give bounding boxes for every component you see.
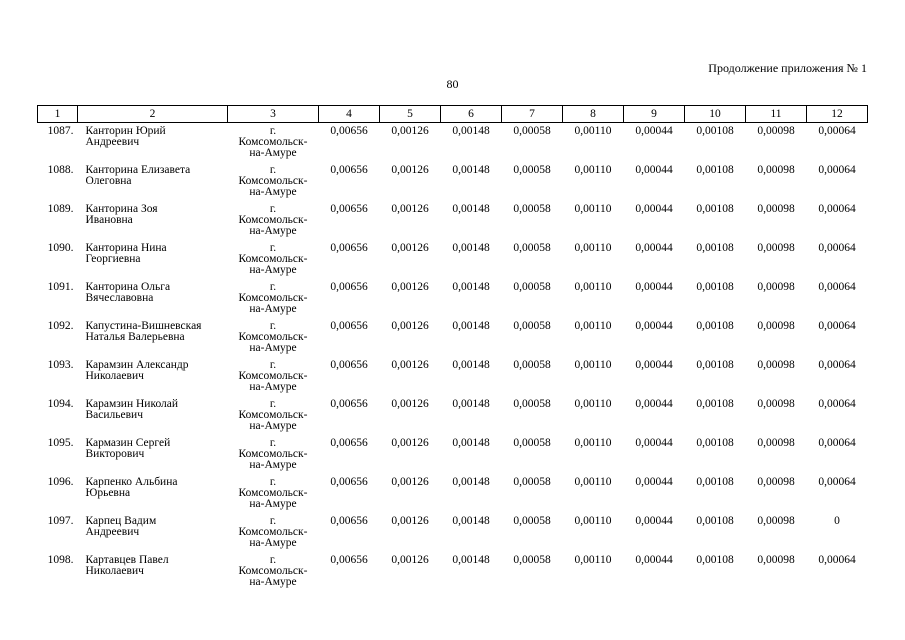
value-col-5: 0,00126 xyxy=(391,476,429,488)
city-line: на-Амуре xyxy=(249,186,297,198)
city xyxy=(228,204,319,243)
column-header-12: 12 xyxy=(807,106,868,123)
column-header-1: 1 xyxy=(38,106,78,123)
value-col-8: 0,00110 xyxy=(574,398,612,410)
value-col-7: 0,00058 xyxy=(513,554,551,566)
city-line: Комсомольск- xyxy=(238,214,308,226)
value-col-9: 0,00044 xyxy=(635,125,673,137)
person-name-line: Николаевич xyxy=(85,370,144,382)
value-col-8: 0,00110 xyxy=(574,242,612,254)
value-col-10: 0,00108 xyxy=(696,242,734,254)
value-col-7: 0,00058 xyxy=(513,359,551,371)
person-name-line: Ивановна xyxy=(85,214,133,226)
person-name xyxy=(78,516,228,555)
city-line: на-Амуре xyxy=(249,498,297,510)
value-col-9: 0,00044 xyxy=(635,164,673,176)
value-col-7: 0,00058 xyxy=(513,320,551,332)
person-name-line: Вячеславовна xyxy=(85,292,154,304)
city-line: г. xyxy=(269,164,277,176)
value-col-6: 0,00148 xyxy=(452,281,490,293)
value-col-8: 0,00110 xyxy=(574,437,612,449)
value-col-5: 0,00126 xyxy=(391,242,429,254)
value-col-10: 0,00108 xyxy=(696,515,734,527)
table-row xyxy=(38,477,868,516)
value-col-11: 0,00098 xyxy=(757,242,795,254)
city-line: г. xyxy=(269,359,277,371)
person-name-line: Канторина Елизавета xyxy=(85,164,191,176)
city-line: на-Амуре xyxy=(249,537,297,549)
value-col-5: 0,00126 xyxy=(391,515,429,527)
table-row xyxy=(38,204,868,243)
city-line: г. xyxy=(269,125,277,137)
city-line: Комсомольск- xyxy=(238,526,308,538)
value-col-12: 0,00064 xyxy=(818,242,856,254)
column-header-4: 4 xyxy=(319,106,380,123)
value-col-10: 0,00108 xyxy=(696,554,734,566)
value-col-12: 0,00064 xyxy=(818,281,856,293)
value-col-4: 0,00656 xyxy=(330,242,368,254)
person-name-line: Кармазин Сергей xyxy=(85,437,171,449)
row-number: 1098. xyxy=(47,554,74,566)
value-col-10: 0,00108 xyxy=(696,203,734,215)
value-col-9: 0,00044 xyxy=(635,203,673,215)
person-name-line: Канторина Зоя xyxy=(85,203,158,215)
value-col-6: 0,00148 xyxy=(452,125,490,137)
city-line: Комсомольск- xyxy=(238,565,308,577)
value-col-9: 0,00044 xyxy=(635,437,673,449)
city-line: Комсомольск- xyxy=(238,487,308,499)
value-col-7: 0,00058 xyxy=(513,125,551,137)
column-header-2: 2 xyxy=(78,106,228,123)
value-col-8: 0,00110 xyxy=(574,125,612,137)
person-name xyxy=(78,123,228,166)
city xyxy=(228,165,319,204)
column-header-11: 11 xyxy=(746,106,807,123)
table-row xyxy=(38,516,868,555)
value-col-5: 0,00126 xyxy=(391,437,429,449)
person-name xyxy=(78,282,228,321)
person-name xyxy=(78,438,228,477)
person-name xyxy=(78,477,228,516)
value-col-5: 0,00126 xyxy=(391,164,429,176)
person-name-line: Канторина Нина xyxy=(85,242,167,254)
value-col-6: 0,00148 xyxy=(452,203,490,215)
value-col-12: 0,00064 xyxy=(818,398,856,410)
person-name-line: Викторович xyxy=(85,448,145,460)
value-col-9: 0,00044 xyxy=(635,359,673,371)
table-row xyxy=(38,165,868,204)
city-line: г. xyxy=(269,476,277,488)
city-line: г. xyxy=(269,554,277,566)
city xyxy=(228,243,319,282)
value-col-11: 0,00098 xyxy=(757,554,795,566)
value-col-6: 0,00148 xyxy=(452,359,490,371)
row-number: 1095. xyxy=(47,437,74,449)
column-header-8: 8 xyxy=(563,106,624,123)
table-row xyxy=(38,321,868,360)
person-name-line: Андреевич xyxy=(85,136,140,148)
value-col-12: 0,00064 xyxy=(818,359,856,371)
person-name-line: Карамзин Николай xyxy=(85,398,179,410)
row-number: 1091. xyxy=(47,281,74,293)
city-line: на-Амуре xyxy=(249,225,297,237)
value-col-8: 0,00110 xyxy=(574,476,612,488)
person-name-line: Капустина-Вишневская xyxy=(85,320,202,332)
data-table xyxy=(37,105,868,594)
city-line: Комсомольск- xyxy=(238,253,308,265)
value-col-9: 0,00044 xyxy=(635,515,673,527)
value-col-6: 0,00148 xyxy=(452,398,490,410)
city xyxy=(228,360,319,399)
value-col-8: 0,00110 xyxy=(574,203,612,215)
table-row xyxy=(38,243,868,282)
person-name-line: Карпец Вадим xyxy=(85,515,157,527)
city xyxy=(228,123,319,166)
column-header-5: 5 xyxy=(380,106,441,123)
value-col-4: 0,00656 xyxy=(330,281,368,293)
value-col-10: 0,00108 xyxy=(696,476,734,488)
value-col-12: 0,00064 xyxy=(818,164,856,176)
table-row xyxy=(38,360,868,399)
value-col-10: 0,00108 xyxy=(696,398,734,410)
row-number: 1097. xyxy=(47,515,74,527)
person-name-line: Николаевич xyxy=(85,565,144,577)
table-row xyxy=(38,282,868,321)
value-col-6: 0,00148 xyxy=(452,437,490,449)
value-col-6: 0,00148 xyxy=(452,515,490,527)
city xyxy=(228,399,319,438)
value-col-5: 0,00126 xyxy=(391,125,429,137)
row-number: 1087. xyxy=(47,125,74,137)
city xyxy=(228,438,319,477)
city-line: на-Амуре xyxy=(249,576,297,588)
city-line: на-Амуре xyxy=(249,303,297,315)
value-col-9: 0,00044 xyxy=(635,281,673,293)
value-col-9: 0,00044 xyxy=(635,398,673,410)
value-col-8: 0,00110 xyxy=(574,359,612,371)
city xyxy=(228,555,319,594)
value-col-10: 0,00108 xyxy=(696,437,734,449)
value-col-4: 0,00656 xyxy=(330,164,368,176)
city-line: г. xyxy=(269,281,277,293)
city-line: Комсомольск- xyxy=(238,331,308,343)
person-name xyxy=(78,360,228,399)
person-name xyxy=(78,243,228,282)
value-col-4: 0,00656 xyxy=(330,203,368,215)
value-col-8: 0,00110 xyxy=(574,164,612,176)
column-header-9: 9 xyxy=(624,106,685,123)
city-line: Комсомольск- xyxy=(238,175,308,187)
value-col-5: 0,00126 xyxy=(391,203,429,215)
value-col-10: 0,00108 xyxy=(696,125,734,137)
city-line: на-Амуре xyxy=(249,459,297,471)
value-col-5: 0,00126 xyxy=(391,359,429,371)
value-col-9: 0,00044 xyxy=(635,242,673,254)
person-name-line: Карпенко Альбина xyxy=(85,476,178,488)
value-col-6: 0,00148 xyxy=(452,164,490,176)
value-col-11: 0,00098 xyxy=(757,281,795,293)
value-col-11: 0,00098 xyxy=(757,203,795,215)
value-col-4: 0,00656 xyxy=(330,359,368,371)
city-line: Комсомольск- xyxy=(238,448,308,460)
value-col-5: 0,00126 xyxy=(391,398,429,410)
value-col-11: 0,00098 xyxy=(757,359,795,371)
city-line: Комсомольск- xyxy=(238,136,308,148)
table-header xyxy=(38,106,868,123)
value-col-10: 0,00108 xyxy=(696,359,734,371)
value-col-8: 0,00110 xyxy=(574,515,612,527)
value-col-11: 0,00098 xyxy=(757,164,795,176)
value-col-11: 0,00098 xyxy=(757,398,795,410)
row-number: 1096. xyxy=(47,476,74,488)
value-col-11: 0,00098 xyxy=(757,320,795,332)
city-line: на-Амуре xyxy=(249,147,297,159)
value-col-7: 0,00058 xyxy=(513,437,551,449)
person-name-line: Андреевич xyxy=(85,526,140,538)
value-col-4: 0,00656 xyxy=(330,398,368,410)
header-row xyxy=(38,106,868,123)
value-col-12: 0,00064 xyxy=(818,554,856,566)
value-col-7: 0,00058 xyxy=(513,164,551,176)
table-row xyxy=(38,438,868,477)
city xyxy=(228,477,319,516)
city-line: Комсомольск- xyxy=(238,292,308,304)
city-line: Комсомольск- xyxy=(238,409,308,421)
table-row xyxy=(38,123,868,166)
value-col-12: 0,00064 xyxy=(818,320,856,332)
value-col-12: 0,00064 xyxy=(818,476,856,488)
value-col-7: 0,00058 xyxy=(513,203,551,215)
value-col-7: 0,00058 xyxy=(513,398,551,410)
value-col-10: 0,00108 xyxy=(696,164,734,176)
value-col-11: 0,00098 xyxy=(757,125,795,137)
value-col-5: 0,00126 xyxy=(391,320,429,332)
city xyxy=(228,282,319,321)
city-line: на-Амуре xyxy=(249,420,297,432)
row-number: 1088. xyxy=(47,164,74,176)
person-name xyxy=(78,165,228,204)
city-line: г. xyxy=(269,398,277,410)
value-col-7: 0,00058 xyxy=(513,242,551,254)
value-col-10: 0,00108 xyxy=(696,320,734,332)
person-name xyxy=(78,399,228,438)
table-row xyxy=(38,399,868,438)
person-name-line: Олеговна xyxy=(85,175,132,187)
value-col-12: 0,00064 xyxy=(818,437,856,449)
row-number: 1089. xyxy=(47,203,74,215)
city-line: г. xyxy=(269,242,277,254)
person-name-line: Карамзин Александр xyxy=(85,359,189,371)
page-number: 80 xyxy=(446,77,459,91)
value-col-7: 0,00058 xyxy=(513,476,551,488)
person-name xyxy=(78,321,228,360)
city-line: на-Амуре xyxy=(249,381,297,393)
column-header-3: 3 xyxy=(228,106,319,123)
value-col-12: 0 xyxy=(834,515,840,527)
value-col-8: 0,00110 xyxy=(574,320,612,332)
value-col-11: 0,00098 xyxy=(757,476,795,488)
city-line: г. xyxy=(269,203,277,215)
value-col-4: 0,00656 xyxy=(330,437,368,449)
value-col-6: 0,00148 xyxy=(452,320,490,332)
value-col-7: 0,00058 xyxy=(513,515,551,527)
appendix-continuation-note: Продолжение приложения № 1 xyxy=(708,61,867,75)
value-col-11: 0,00098 xyxy=(757,515,795,527)
value-col-12: 0,00064 xyxy=(818,203,856,215)
person-name-line: Юрьевна xyxy=(85,487,131,499)
value-col-9: 0,00044 xyxy=(635,320,673,332)
value-col-5: 0,00126 xyxy=(391,281,429,293)
city-line: г. xyxy=(269,320,277,332)
value-col-12: 0,00064 xyxy=(818,125,856,137)
person-name-line: Васильевич xyxy=(85,409,143,421)
value-col-6: 0,00148 xyxy=(452,476,490,488)
person-name-line: Канторин Юрий xyxy=(85,125,166,137)
value-col-11: 0,00098 xyxy=(757,437,795,449)
value-col-9: 0,00044 xyxy=(635,476,673,488)
value-col-4: 0,00656 xyxy=(330,476,368,488)
value-col-10: 0,00108 xyxy=(696,281,734,293)
person-name-line: Георгиевна xyxy=(85,253,141,265)
person-name-line: Наталья Валерьевна xyxy=(85,331,185,343)
value-col-9: 0,00044 xyxy=(635,554,673,566)
value-col-6: 0,00148 xyxy=(452,242,490,254)
table-body xyxy=(38,123,868,595)
row-number: 1094. xyxy=(47,398,74,410)
person-name-line: Картавцев Павел xyxy=(85,554,169,566)
value-col-6: 0,00148 xyxy=(452,554,490,566)
value-col-7: 0,00058 xyxy=(513,281,551,293)
column-header-7: 7 xyxy=(502,106,563,123)
city-line: г. xyxy=(269,437,277,449)
person-name xyxy=(78,204,228,243)
row-number: 1092. xyxy=(47,320,74,332)
city xyxy=(228,516,319,555)
person-name xyxy=(78,555,228,594)
row-number: 1093. xyxy=(47,359,74,371)
value-col-4: 0,00656 xyxy=(330,554,368,566)
value-col-5: 0,00126 xyxy=(391,554,429,566)
value-col-8: 0,00110 xyxy=(574,281,612,293)
city xyxy=(228,321,319,360)
city-line: Комсомольск- xyxy=(238,370,308,382)
city-line: на-Амуре xyxy=(249,342,297,354)
table-row xyxy=(38,555,868,594)
value-col-4: 0,00656 xyxy=(330,125,368,137)
row-number: 1090. xyxy=(47,242,74,254)
city-line: г. xyxy=(269,515,277,527)
value-col-4: 0,00656 xyxy=(330,515,368,527)
person-name-line: Канторина Ольга xyxy=(85,281,171,293)
value-col-4: 0,00656 xyxy=(330,320,368,332)
column-header-10: 10 xyxy=(685,106,746,123)
column-header-6: 6 xyxy=(441,106,502,123)
city-line: на-Амуре xyxy=(249,264,297,276)
value-col-8: 0,00110 xyxy=(574,554,612,566)
